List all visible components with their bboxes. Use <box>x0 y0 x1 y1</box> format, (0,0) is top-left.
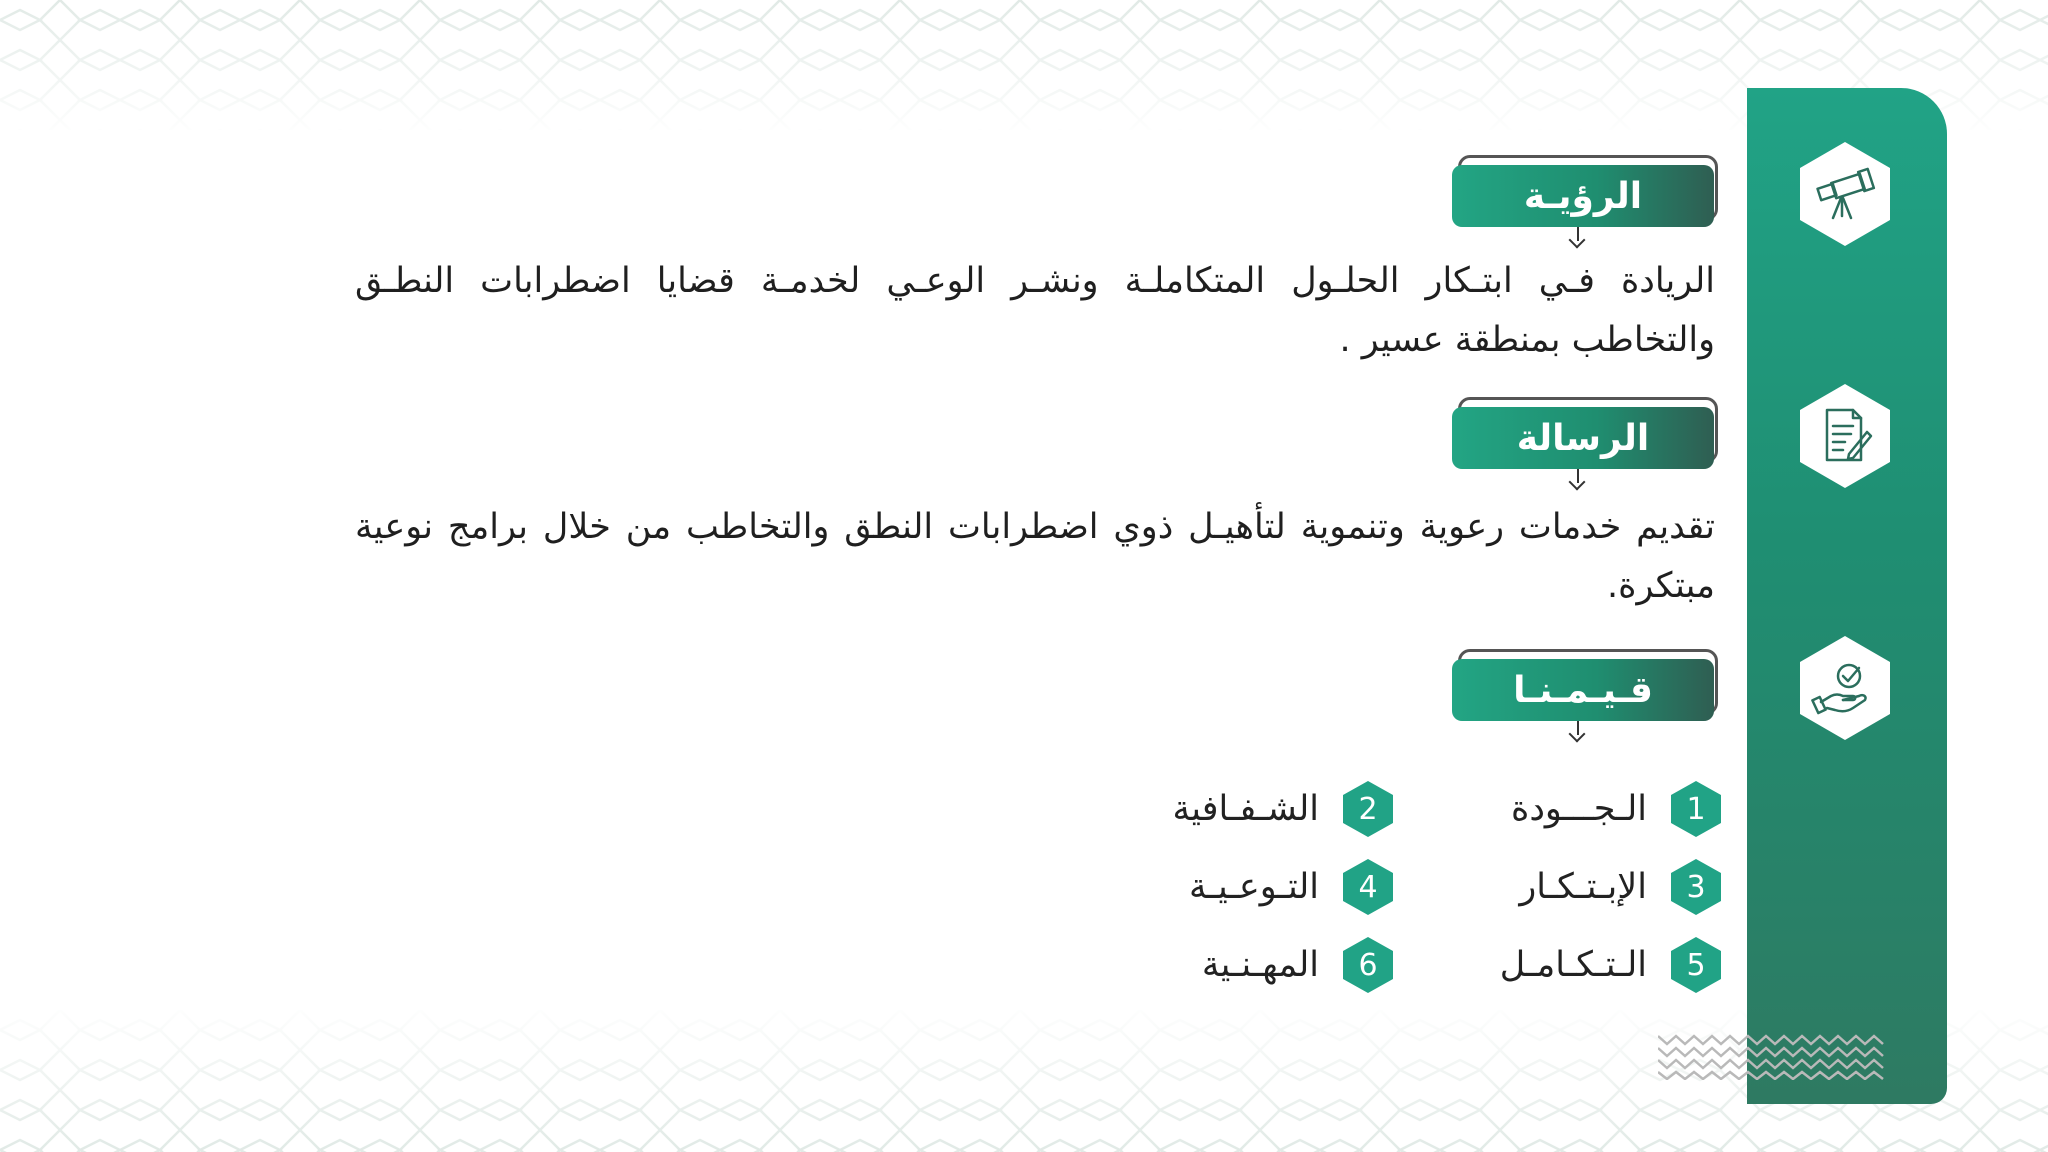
value-number: 3 <box>1686 869 1706 905</box>
value-item <box>1519 857 1723 917</box>
hand-check-icon <box>1797 634 1893 742</box>
vision-title: الرؤيـة <box>1452 165 1714 227</box>
telescope-icon <box>1797 140 1893 248</box>
zigzag-decoration <box>1658 1030 1886 1084</box>
number-badge <box>1341 858 1395 916</box>
value-label: الـتـكـامـل <box>1499 945 1647 985</box>
value-number: 2 <box>1358 791 1378 827</box>
mission-text: تقديم خدمات رعوية وتنموية لتأهيـل ذوي اضطرابات النطق والتخاطب من خلال برامج نوعية مبتكرة. <box>355 507 1715 606</box>
mission-title: الرسالة <box>1452 407 1714 469</box>
value-item <box>1500 935 1723 995</box>
value-label: الشـفـافية <box>1172 789 1319 829</box>
number-badge <box>1669 780 1723 838</box>
values-pointer <box>1577 721 1579 735</box>
value-number: 5 <box>1686 947 1706 983</box>
value-label: الإبـتـكـار <box>1519 867 1647 907</box>
value-number: 1 <box>1686 791 1706 827</box>
value-item <box>1172 779 1395 839</box>
number-badge <box>1341 780 1395 838</box>
values-title: قـيـمـنـا <box>1452 659 1714 721</box>
mission-label <box>1452 397 1724 473</box>
value-label: الـجـــودة <box>1510 789 1647 829</box>
value-number: 4 <box>1358 869 1378 905</box>
value-item <box>1202 935 1395 995</box>
number-badge <box>1341 936 1395 994</box>
value-label: المهـنـية <box>1201 945 1319 985</box>
values-label <box>1452 649 1724 725</box>
value-item <box>1189 857 1395 917</box>
value-number: 6 <box>1358 947 1378 983</box>
value-item <box>1511 779 1723 839</box>
top-pattern <box>0 0 2048 130</box>
number-badge <box>1669 936 1723 994</box>
number-badge <box>1669 858 1723 916</box>
vision-pointer <box>1577 227 1579 241</box>
vision-text: الريادة فـي ابتـكار الحلـول المتكاملـة ونشـر الوعـي لخدمـة قضايا اضطرابات النطـق والتخاطب بمنطقة عسير . <box>355 261 1715 360</box>
document-icon <box>1797 382 1893 490</box>
mission-pointer <box>1577 469 1579 483</box>
value-label: التـوعـيـة <box>1188 867 1319 907</box>
vision-label <box>1452 155 1724 231</box>
